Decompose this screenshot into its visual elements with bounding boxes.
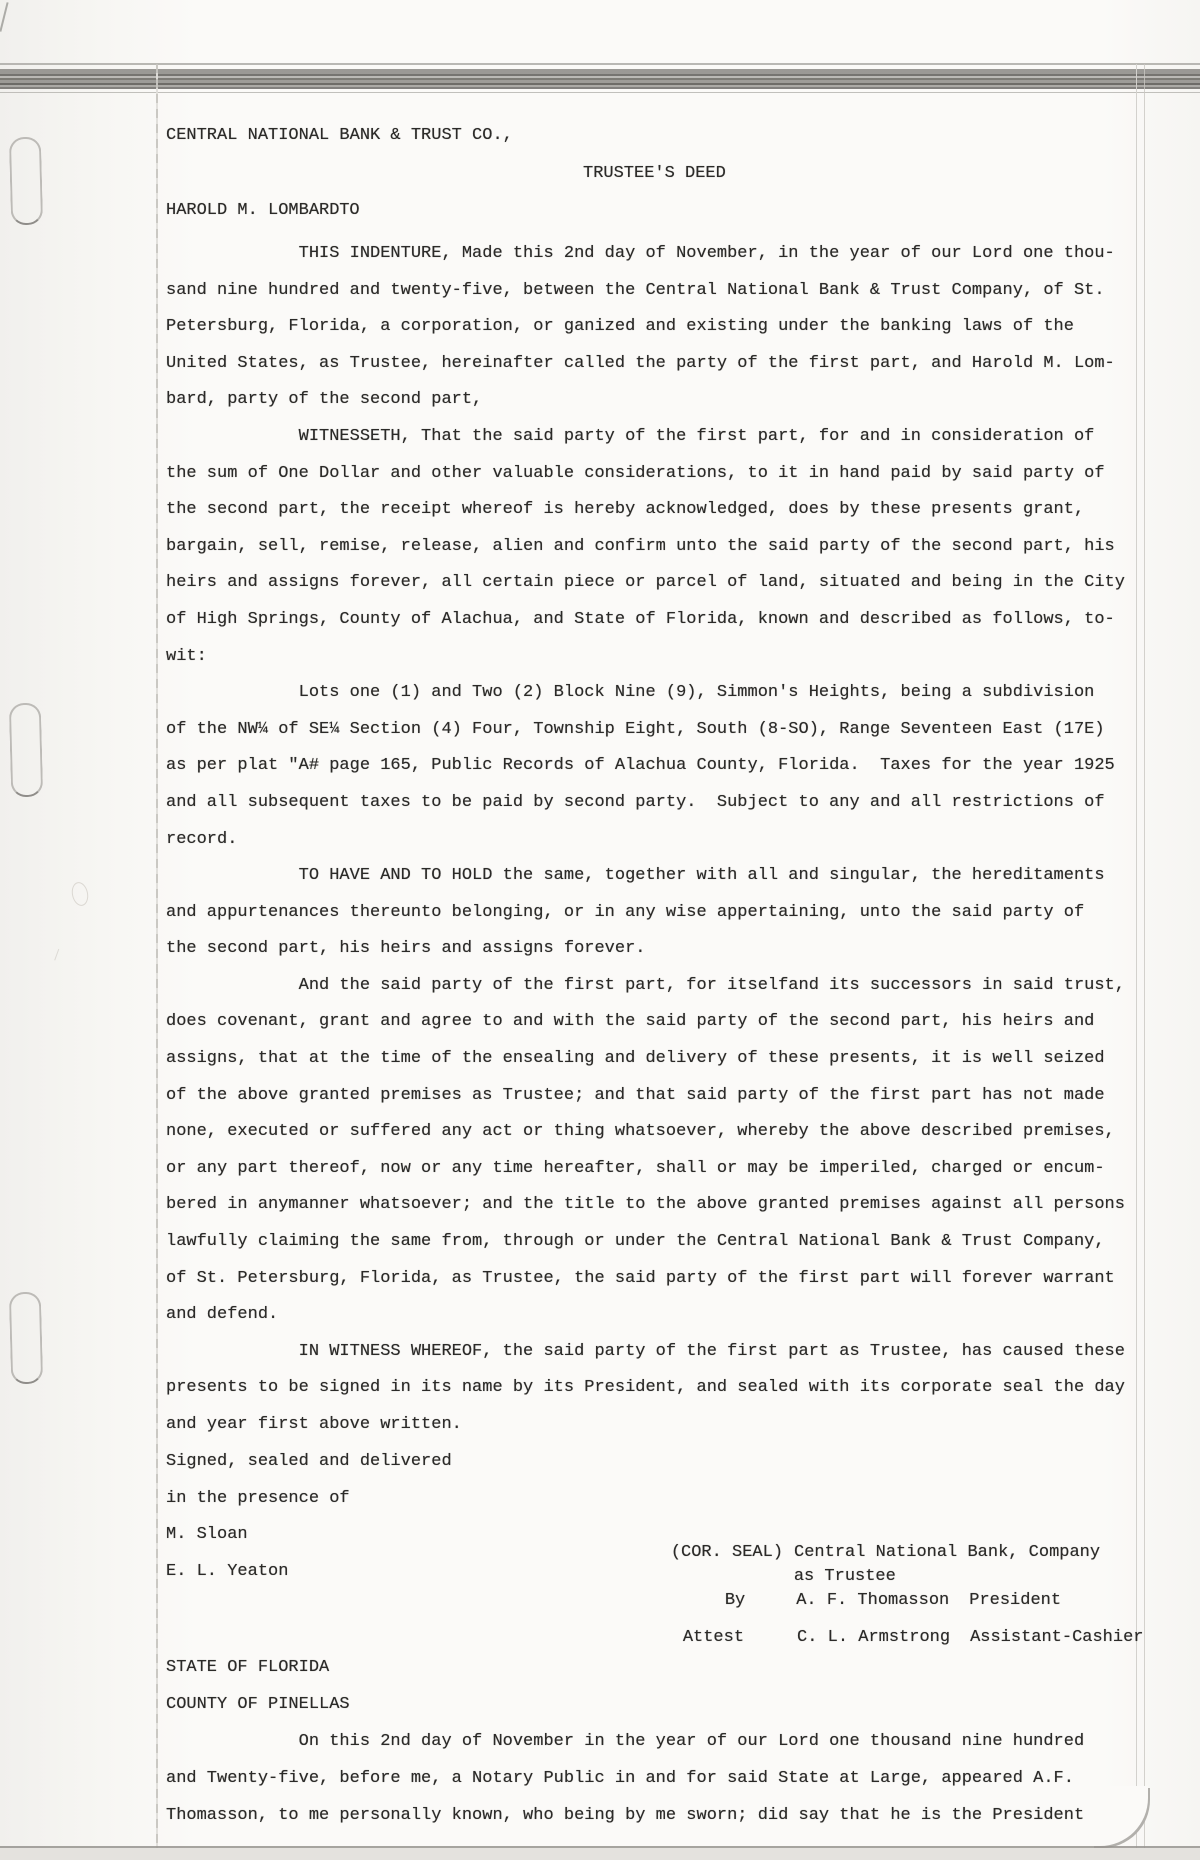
binder-hole-mark-1: [9, 137, 43, 226]
deed-line: and all subsequent taxes to be paid by second party. Subject to any and all restrictions of: [166, 792, 1105, 812]
pencil-smudge-2: [54, 949, 67, 963]
witness-intro-line-2: in the presence of: [166, 1488, 350, 1508]
deed-line: WITNESSETH, That the said party of the first part, for and in consideration of: [166, 426, 1095, 446]
deed-body: [166, 236, 1166, 1444]
deed-line: of the NW¼ of SE¼ Section (4) Four, Township Eight, South (8-SO), Range Seventeen East (17E): [166, 719, 1105, 739]
witness-signature-2: E. L. Yeaton: [166, 1561, 289, 1581]
cashier-title: Assistant-Cashier: [970, 1628, 1144, 1647]
notary-line: On this 2nd day of November in the year of our Lord one thousand nine hundred: [166, 1731, 1085, 1751]
scan-stray-stroke: [0, 2, 9, 32]
deed-line: the sum of One Dollar and other valuable considerations, to it in hand paid by said party of: [166, 463, 1105, 483]
deed-line: and appurtenances thereunto belonging, or in any wise appertaining, unto the said party of: [166, 902, 1085, 922]
deed-line: presents to be signed in its name by its President, and sealed with its corporate seal the day: [166, 1378, 1125, 1398]
deed-line: bard, party of the second part,: [166, 390, 483, 410]
president-name: A. F. Thomasson: [796, 1591, 950, 1610]
deed-line: bargain, sell, remise, release, alien and confirm unto the said party of the second part, his: [166, 536, 1115, 556]
deed-line: none, executed or suffered any act or thing whatsoever, whereby the above described premises,: [166, 1122, 1115, 1142]
witness-intro-line-1: Signed, sealed and delivered: [166, 1452, 452, 1471]
president-title: President: [969, 1591, 1062, 1610]
deed-line: or any part thereof, now or any time hereafter, shall or may be imperiled, charged or encum-: [166, 1158, 1105, 1178]
deed-line: of High Springs, County of Alachua, and State of Florida, known and described as follows, to-: [166, 609, 1115, 629]
deed-line: and year first above written.: [166, 1415, 462, 1434]
corporate-seal-label: (COR. SEAL): [670, 1543, 784, 1562]
cashier-name: C. L. Armstrong: [797, 1628, 951, 1647]
notary-line: Thomasson, to me personally known, who being by me sworn; did say that he is the President: [166, 1805, 1085, 1825]
by-label: By: [724, 1591, 746, 1610]
company-name: Central National Bank, Company: [794, 1543, 1101, 1562]
binder-hole-mark-2: [9, 703, 43, 798]
notary-line: and Twenty-five, before me, a Notary Public in and for said State at Large, appeared A.F.: [166, 1768, 1074, 1788]
deed-line: does covenant, grant and agree to and with the said party of the second part, his heirs and: [166, 1012, 1095, 1032]
notary-block: [166, 1650, 1166, 1834]
deed-line: heirs and assigns forever, all certain piece or parcel of land, situated and being in the City: [166, 573, 1125, 593]
deed-line: assigns, that at the time of the ensealing and delivery of these presents, it is well seized: [166, 1049, 1105, 1069]
next-page-edge: [0, 1848, 1200, 1860]
deed-line: the second part, the receipt whereof is hereby acknowledged, does by these presents grant,: [166, 500, 1085, 520]
deed-line: as per plat "A# page 165, Public Records of Alachua County, Florida. Taxes for the year 1925: [166, 756, 1115, 776]
binder-hole-mark-3: [9, 1292, 43, 1385]
scan-binding-band: [0, 69, 1200, 89]
attest-label: Attest: [682, 1628, 745, 1647]
grantee-name: HAROLD M. LOMBARD: [166, 201, 340, 220]
deed-line: bered in anymanner whatsoever; and the title to the above granted premises against all persons: [166, 1195, 1125, 1215]
to-label: TO: [339, 201, 360, 220]
pencil-smudge-1: [70, 881, 91, 908]
deed-line: And the said party of the first part, for itselfand its successors in said trust,: [166, 975, 1125, 995]
scan-binding-line-top: [0, 63, 1200, 65]
deed-line: sand nine hundred and twenty-five, between the Central National Bank & Trust Company, of St.: [166, 280, 1105, 300]
deed-line: wit:: [166, 646, 207, 666]
caption-block: [166, 117, 1166, 230]
deed-line: and defend.: [166, 1305, 279, 1325]
deed-line: of St. Petersburg, Florida, as Trustee, the said party of the first part will forever warrant: [166, 1268, 1115, 1288]
deed-line: United States, as Trustee, hereinafter called the party of the first part, and Harold M. Lom-: [166, 353, 1115, 373]
deed-line: TO HAVE AND TO HOLD the same, together with all and singular, the hereditaments: [166, 866, 1105, 886]
scan-binding-line-bottom: [0, 92, 1200, 93]
grantor-name: CENTRAL NATIONAL BANK & TRUST CO.,: [166, 126, 513, 145]
as-trustee-label: as Trustee: [793, 1567, 896, 1586]
notary-state: STATE OF FLORIDA: [166, 1658, 330, 1677]
page-fold-rule-left: [156, 64, 158, 1860]
deed-line: the second part, his heirs and assigns forever.: [166, 939, 646, 959]
notary-county: COUNTY OF PINELLAS: [166, 1694, 350, 1714]
deed-line: THIS INDENTURE, Made this 2nd day of November, in the year of our Lord one thou-: [166, 244, 1115, 263]
deed-line: lawfully claiming the same from, through or under the Central National Bank & Trust Company,: [166, 1232, 1105, 1252]
deed-line: Lots one (1) and Two (2) Block Nine (9), Simmon's Heights, being a subdivision: [166, 683, 1095, 703]
witness-signature-1: M. Sloan: [166, 1525, 248, 1545]
document-title: TRUSTEE'S DEED: [583, 163, 726, 183]
deed-line: IN WITNESS WHEREOF, the said party of the first part as Trustee, has caused these: [166, 1341, 1125, 1361]
deed-line: Petersburg, Florida, a corporation, or ganized and existing under the banking laws of the: [166, 317, 1074, 337]
deed-line: record.: [166, 829, 238, 849]
deed-line: of the above granted premises as Trustee; and that said party of the first part has not made: [166, 1085, 1105, 1105]
page-corner-curl: [1092, 1786, 1148, 1846]
